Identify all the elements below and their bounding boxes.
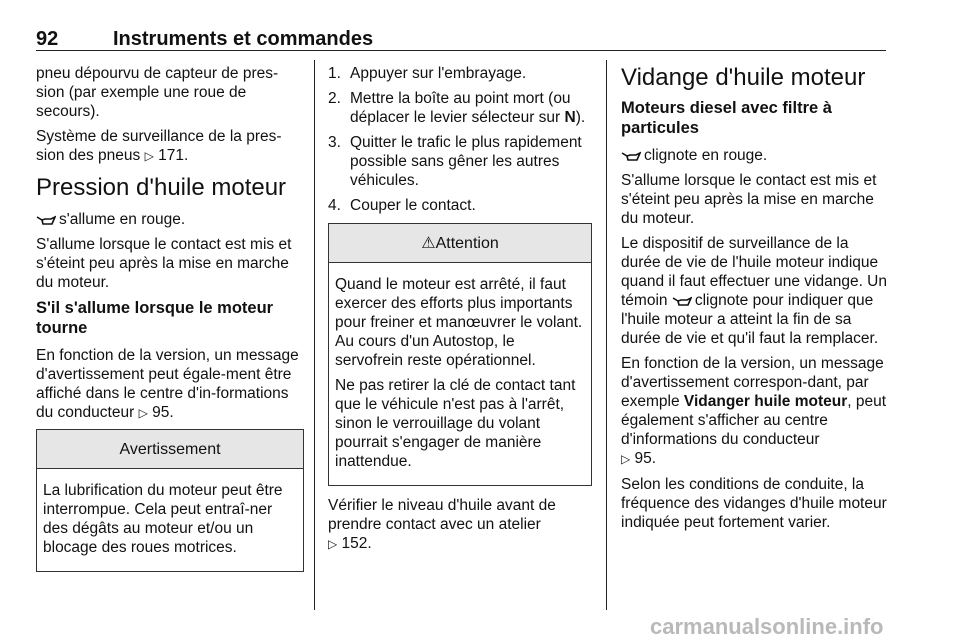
column-right: [621, 64, 887, 538]
page-number: 92: [36, 28, 59, 50]
oil-can-icon: [36, 215, 56, 226]
subsection-title: Moteurs diesel avec filtre à particules: [621, 99, 832, 137]
page-ref-arrow-icon: ▷: [144, 149, 154, 163]
section-title: Vidange d'huile moteur: [621, 64, 866, 91]
paragraph: Selon les conditions de conduite, la fréquence des vidanges d'huile moteur indiquée peut fortement varier.: [621, 476, 887, 531]
page-ref: 171.: [158, 147, 189, 164]
page-ref: 95.: [634, 450, 657, 467]
warning-box: [36, 429, 304, 572]
list-item: 2. Mettre la boîte au point mort (ou déplacer le levier sélecteur sur N).: [328, 90, 586, 126]
column-divider-2: [606, 60, 607, 610]
column-middle: [328, 64, 592, 560]
paragraph: pneu dépourvu de capteur de pres-sion (par exemple une roue de secours).: [36, 65, 279, 120]
section-title: Pression d'huile moteur: [36, 174, 287, 201]
page-ref: 95.: [152, 404, 174, 421]
page-ref-arrow-icon: ▷: [138, 406, 148, 420]
column-left: [36, 64, 304, 582]
paragraph: Vérifier le niveau d'huile avant de prendre contact avec un atelier ▷ 152.: [328, 497, 556, 552]
oil-can-icon: [621, 151, 641, 162]
list-item: 4. Couper le contact.: [328, 197, 476, 214]
paragraph: s'allume en rouge.: [36, 210, 304, 229]
paragraph: Système de surveillance de la pres-sion des pneus ▷ 171.: [36, 128, 282, 164]
steps-list: [328, 64, 592, 215]
watermark: carmanualsonline.info: [650, 614, 884, 639]
page-ref: 152.: [341, 535, 372, 552]
paragraph: S'allume lorsque le contact est mis et s'éteint peu après la mise en marche du moteur.: [621, 172, 877, 227]
subsection-title: S'il s'allume lorsque le moteur tourne: [36, 299, 274, 337]
page-header: [36, 28, 886, 52]
warning-text: La lubrification du moteur peut être interrompue. Cela peut entraî-ner des dégâts au moteur et/ou un blocage des roues motrices.: [43, 482, 283, 556]
attention-title: ⚠Attention: [329, 224, 591, 263]
paragraph: En fonction de la version, un message d'avertissement peut égale-ment être affiché dans le centre d'in-formations du conducteur ▷ 95.: [36, 347, 299, 421]
paragraph: En fonction de la version, un message d'avertissement correspon-dant, par exemple Vidanger huile moteur, peut également s'afficher au centre d'informations du conducteur ▷ 95.: [621, 355, 887, 467]
oil-can-icon: [672, 296, 692, 307]
chapter-title: Instruments et commandes: [113, 28, 374, 50]
attention-box: [328, 223, 592, 486]
paragraph: Le dispositif de surveillance de la durée de vie de l'huile moteur indique quand il faut effectuer une vidange. Un témoin clignote pour indiquer que l'huile moteur a atteint la fin de sa durée de vie et qu'il faut la remplacer.: [621, 235, 887, 347]
page-ref-arrow-icon: ▷: [328, 537, 338, 551]
attention-text: Quand le moteur est arrêté, il faut exercer des efforts plus importants pour freiner et manœuvrer le volant. Au cours d'un Autostop, le servofrein reste opérationnel.: [335, 276, 583, 369]
paragraph: clignote en rouge.: [621, 146, 887, 165]
warning-title: Avertissement: [37, 430, 303, 469]
warning-triangle-icon: ⚠: [421, 235, 436, 252]
attention-text: Ne pas retirer la clé de contact tant que le véhicule n'est pas à l'arrêt, sinon le verrouillage du volant pourrait s'engager de manière inattendue.: [335, 377, 576, 470]
header-divider: [36, 50, 886, 51]
page-ref-arrow-icon: ▷: [621, 452, 631, 466]
column-divider-1: [314, 60, 315, 610]
list-item: 3. Quitter le trafic le plus rapidement possible sans gêner les autres véhicules.: [328, 134, 582, 189]
paragraph: S'allume lorsque le contact est mis et s'éteint peu après la mise en marche du moteur.: [36, 236, 292, 291]
list-item: 1. Appuyer sur l'embrayage.: [328, 65, 527, 82]
